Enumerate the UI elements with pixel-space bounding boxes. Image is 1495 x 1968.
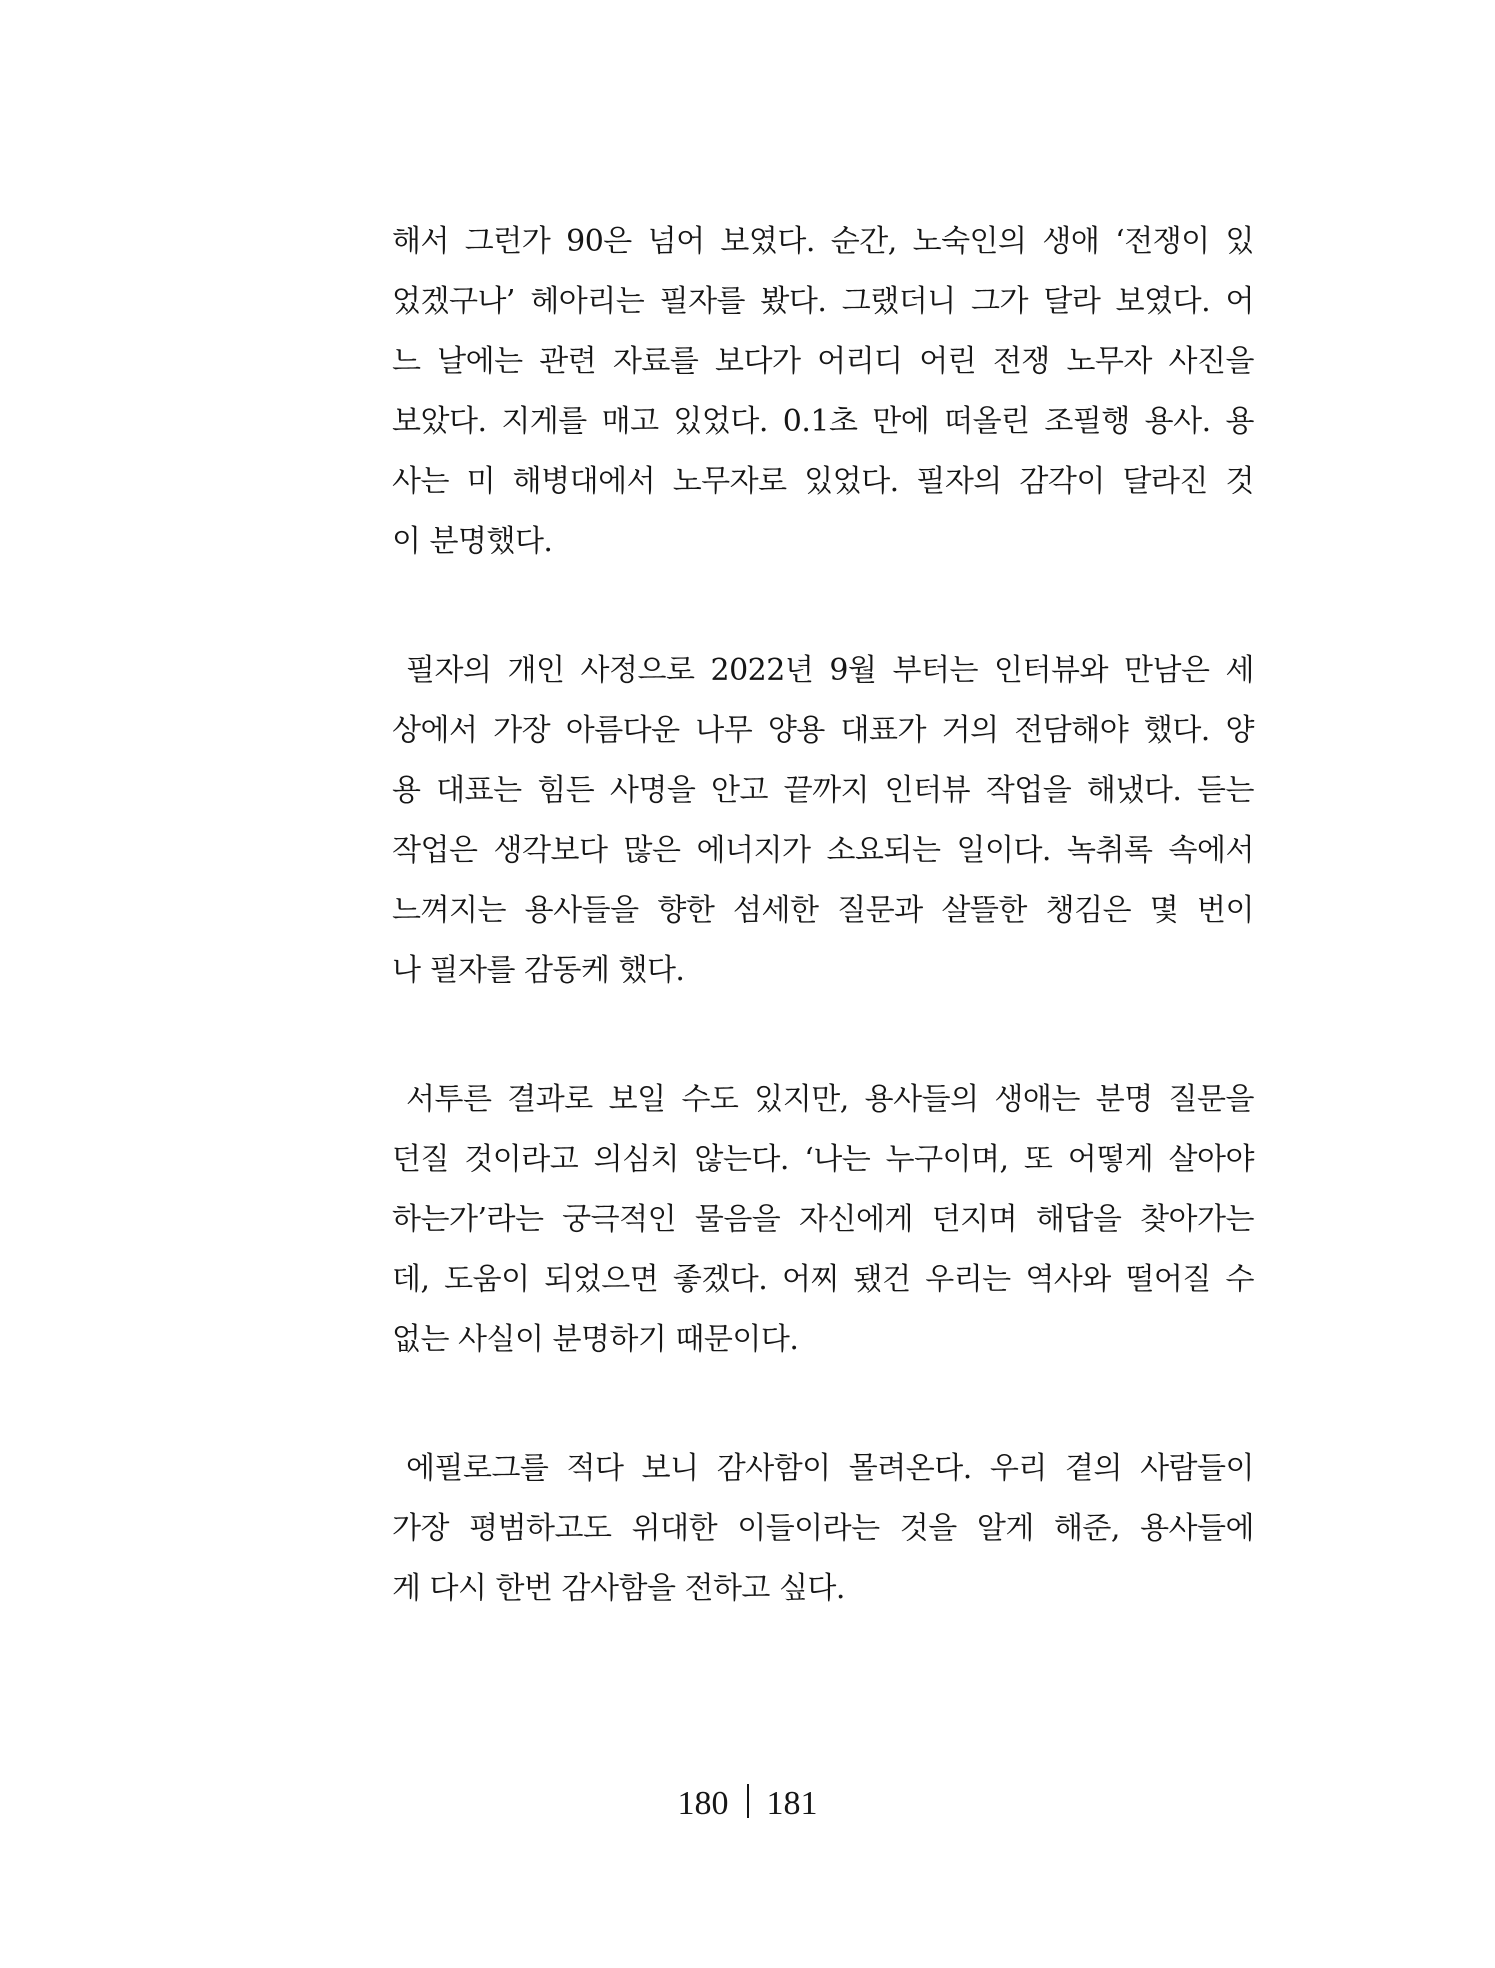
text-line: 필자의 개인 사정으로 2022년 9월 부터는 인터뷰와 만남은 세	[406, 653, 1254, 688]
text-line: 서투른 결과로 보일 수도 있지만, 용사들의 생애는 분명 질문을	[406, 1082, 1254, 1117]
text-line: 하는가’라는 궁극적인 물음을 자신에게 던지며 해답을 찾아가는	[392, 1202, 1254, 1237]
page-numbers	[0, 1780, 1495, 1828]
paragraph-3	[392, 1070, 1254, 1370]
paragraph-spacer	[392, 572, 1254, 641]
paragraph-4	[392, 1439, 1254, 1619]
page-number-divider	[747, 1784, 749, 1818]
text-line: 보았다. 지게를 매고 있었다. 0.1초 만에 떠올린 조필행 용사. 용	[392, 404, 1254, 439]
paragraph-2	[392, 641, 1254, 1001]
paragraph-1	[392, 212, 1254, 572]
text-line: 나 필자를 감동케 했다.	[392, 953, 685, 988]
text-line: 용 대표는 힘든 사명을 안고 끝까지 인터뷰 작업을 해냈다. 듣는	[392, 773, 1254, 808]
text-line: 느 날에는 관련 자료를 보다가 어리디 어린 전쟁 노무자 사진을	[392, 344, 1254, 379]
text-line: 게 다시 한번 감사함을 전하고 싶다.	[392, 1571, 845, 1606]
text-line: 해서 그런가 90은 넘어 보였다. 순간, 노숙인의 생애 ‘전쟁이 있	[392, 224, 1254, 259]
text-line: 데, 도움이 되었으면 좋겠다. 어찌 됐건 우리는 역사와 떨어질 수	[392, 1262, 1254, 1297]
text-line: 상에서 가장 아름다운 나무 양용 대표가 거의 전담해야 했다. 양	[392, 713, 1254, 748]
epilogue-body-text	[392, 212, 1254, 1619]
paragraph-spacer	[392, 1370, 1254, 1439]
text-line: 이 분명했다.	[392, 524, 553, 559]
text-line: 사는 미 해병대에서 노무자로 있었다. 필자의 감각이 달라진 것	[392, 464, 1254, 499]
text-line: 가장 평범하고도 위대한 이들이라는 것을 알게 해준, 용사들에	[392, 1511, 1254, 1546]
right-page-number: 181	[766, 1785, 818, 1822]
left-page-number: 180	[677, 1785, 729, 1822]
text-line: 느껴지는 용사들을 향한 섬세한 질문과 살뜰한 챙김은 몇 번이	[392, 893, 1254, 928]
text-line: 었겠구나’ 헤아리는 필자를 봤다. 그랬더니 그가 달라 보였다. 어	[392, 284, 1254, 319]
text-line: 작업은 생각보다 많은 에너지가 소요되는 일이다. 녹취록 속에서	[392, 833, 1254, 868]
paragraph-spacer	[392, 1001, 1254, 1070]
text-line: 던질 것이라고 의심치 않는다. ‘나는 누구이며, 또 어떻게 살아야	[392, 1142, 1254, 1177]
text-line: 에필로그를 적다 보니 감사함이 몰려온다. 우리 곁의 사람들이	[406, 1451, 1254, 1486]
text-line: 없는 사실이 분명하기 때문이다.	[392, 1322, 799, 1357]
